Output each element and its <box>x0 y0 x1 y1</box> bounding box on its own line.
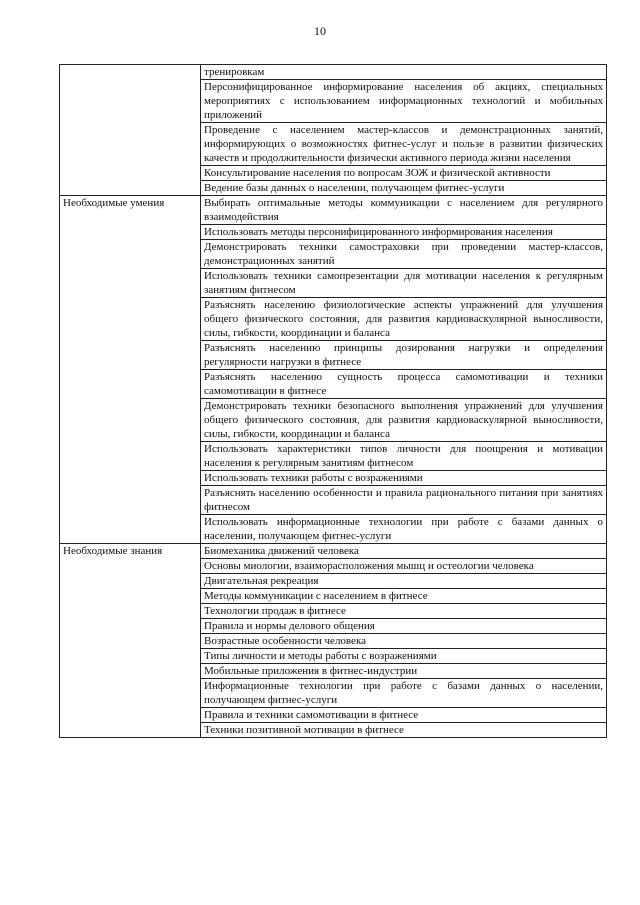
requirement-cell: Техники позитивной мотивации в фитнесе <box>201 723 607 738</box>
requirement-cell: Технологии продаж в фитнесе <box>201 604 607 619</box>
requirement-cell: Использовать техники работы с возражениями <box>201 471 607 486</box>
requirement-cell: Разъяснять населению сущность процесса самомотивации и техники самомотивации в фитнесе <box>201 370 607 399</box>
requirement-cell: Демонстрировать техники безопасного выполнения упражнений для улучшения общего физического состояния, для развития кардиоваскулярной выносливости, силы, гибкости, координации и баланса <box>201 399 607 442</box>
requirement-cell: Двигательная рекреация <box>201 574 607 589</box>
requirement-cell: Выбирать оптимальные методы коммуникации с населением для регулярного взаимодействия <box>201 196 607 225</box>
requirement-cell: Использовать информационные технологии при работе с базами данных о населении, получающем фитнес-услуги <box>201 515 607 544</box>
requirement-cell: Биомеханика движений человека <box>201 544 607 559</box>
requirement-cell: Проведение с населением мастер-классов и демонстрационных занятий, информирующих о возможностях фитнес-услуг и пользе в развитии физических качеств и продолжительности физически активного периода жизни населения <box>201 123 607 166</box>
requirement-cell: Правила и нормы делового общения <box>201 619 607 634</box>
requirement-cell: Основы миологии, взаиморасположения мышц и остеологии человека <box>201 559 607 574</box>
section-label: Необходимые знания <box>60 544 201 738</box>
requirement-cell: Разъяснять населению физиологические аспекты упражнений для улучшения общего физического состояния, для развития кардиоваскулярной выносливости, силы, гибкости, координации и баланса <box>201 298 607 341</box>
competency-table <box>59 64 607 738</box>
requirement-cell: Возрастные особенности человека <box>201 634 607 649</box>
requirement-cell: Правила и техники самомотивации в фитнесе <box>201 708 607 723</box>
requirement-cell: Мобильные приложения в фитнес-индустрии <box>201 664 607 679</box>
requirement-cell: Методы коммуникации с населением в фитнесе <box>201 589 607 604</box>
requirement-cell: тренировкам <box>201 65 607 80</box>
requirement-cell: Использовать техники самопрезентации для мотивации населения к регулярным занятиям фитнесом <box>201 269 607 298</box>
requirement-cell: Использовать характеристики типов личности для поощрения и мотивации населения к регулярным занятиям фитнесом <box>201 442 607 471</box>
table-row <box>60 196 607 225</box>
requirement-cell: Информационные технологии при работе с базами данных о населении, получающем фитнес-услуги <box>201 679 607 708</box>
requirement-cell: Разъяснять населению особенности и правила рационального питания при занятиях фитнесом <box>201 486 607 515</box>
page-number: 10 <box>314 24 326 38</box>
requirement-cell: Консультирование населения по вопросам ЗОЖ и физической активности <box>201 166 607 181</box>
requirement-cell: Использовать методы персонифицированного информирования населения <box>201 225 607 240</box>
section-label <box>60 65 201 196</box>
requirement-cell: Демонстрировать техники самостраховки при проведении мастер-классов, демонстрационных занятий <box>201 240 607 269</box>
table-row <box>60 544 607 559</box>
requirement-cell: Персонифицированное информирование населения об акциях, специальных мероприятиях с использованием информационных технологий и мобильных приложений <box>201 80 607 123</box>
requirement-cell: Типы личности и методы работы с возражениями <box>201 649 607 664</box>
table-row <box>60 65 607 80</box>
section-label: Необходимые умения <box>60 196 201 544</box>
requirement-cell: Разъяснять населению принципы дозирования нагрузки и определения регулярности нагрузки в фитнесе <box>201 341 607 370</box>
requirement-cell: Ведение базы данных о населении, получающем фитнес-услуги <box>201 181 607 196</box>
